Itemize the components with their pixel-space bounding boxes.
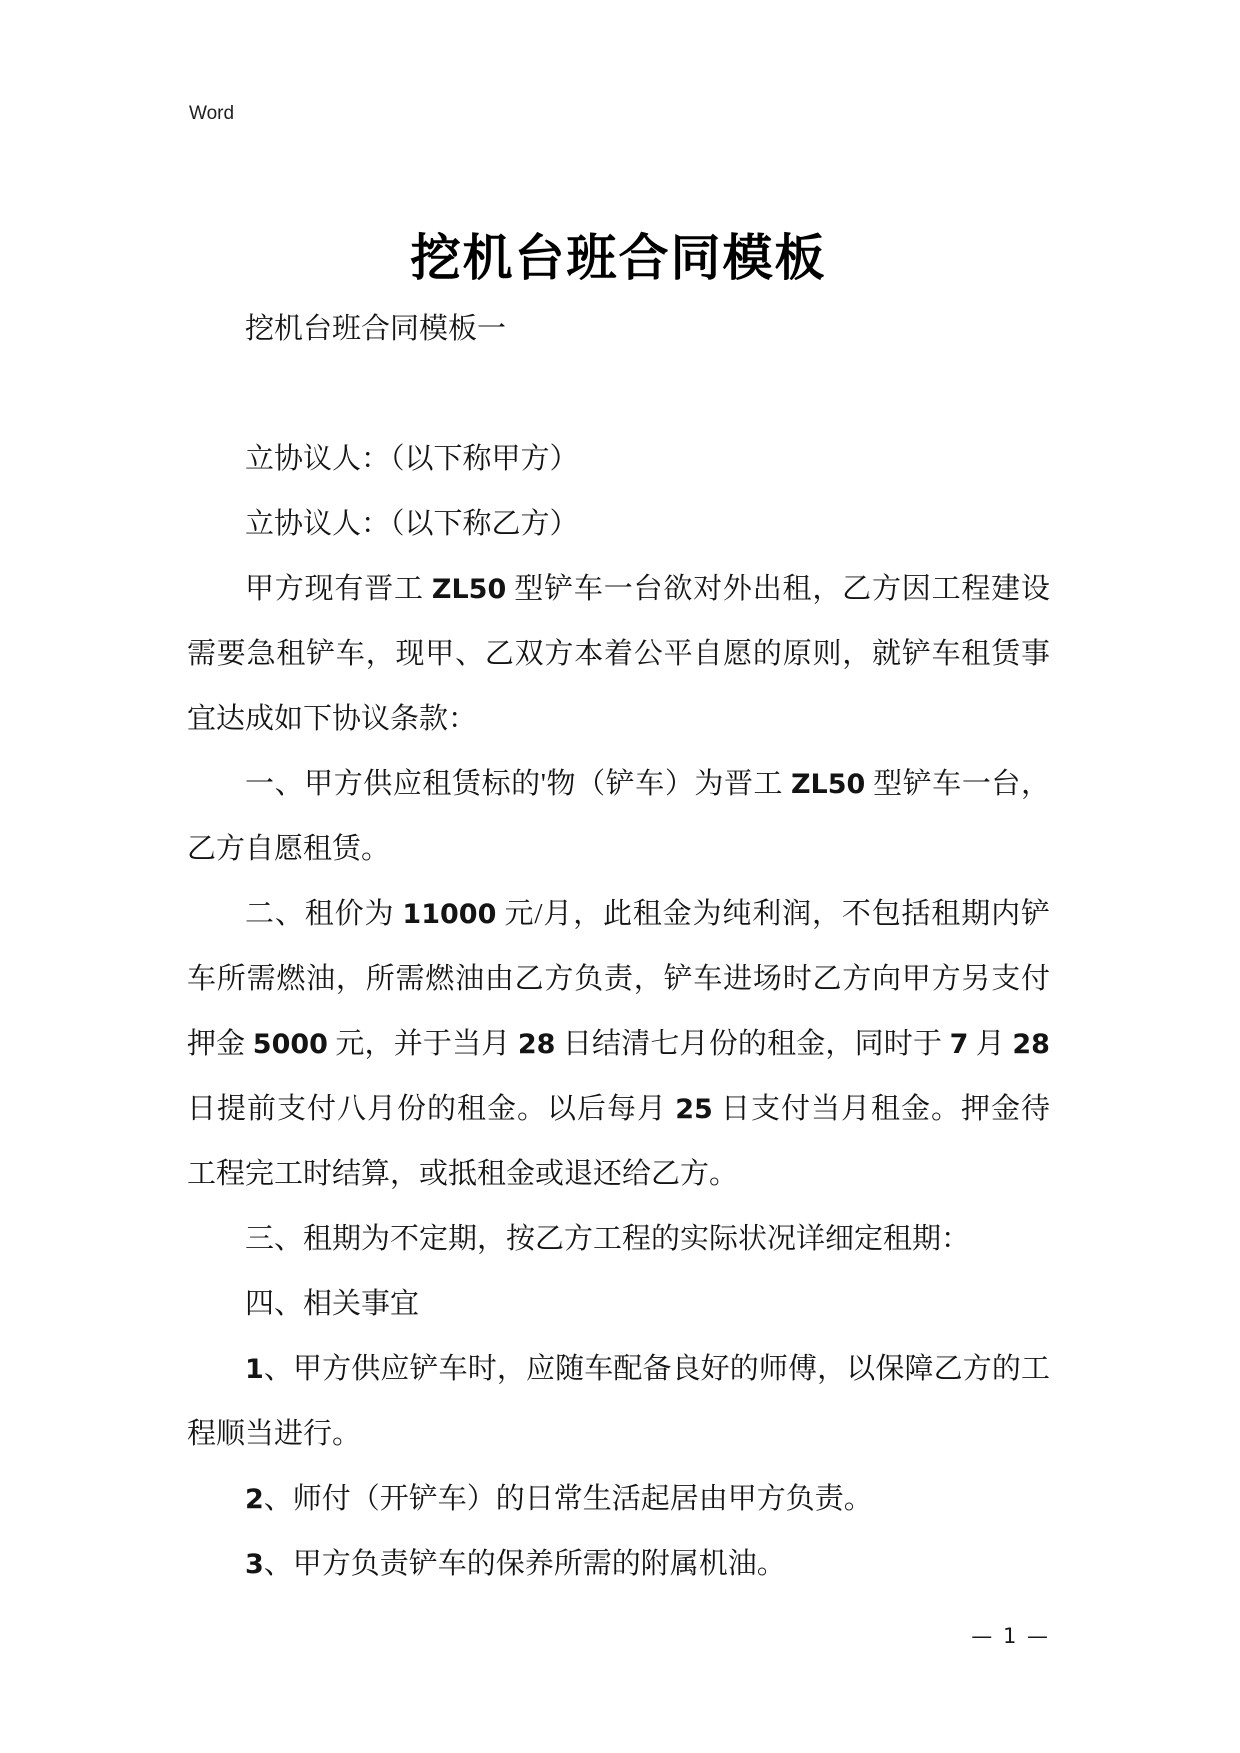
numeric-text-run: 5000 <box>252 1029 328 1060</box>
numeric-text-run: 1 <box>245 1354 264 1385</box>
text-run: 元，并于当月 <box>327 1028 518 1060</box>
word-app-label: Word <box>189 103 235 124</box>
numeric-text-run: 28 <box>1012 1029 1050 1060</box>
page-number: — 1 — <box>971 1624 1050 1648</box>
paragraph <box>187 557 1050 752</box>
numeric-text-run: ZL50 <box>431 574 507 605</box>
blank-line <box>187 362 1050 427</box>
text-run: 三、租期为不定期，按乙方工程的实际状况详细定租期： <box>245 1223 971 1255</box>
text-run: 立协议人：（以下称甲方） <box>245 443 579 475</box>
text-run: 型铲车一台欲对外出租，乙方因工程建设需要急租铲车，现甲、乙双方本着公平自愿的原则，就铲车租赁事宜达成如下协议条款： <box>187 573 1050 735</box>
text-run: 一、甲方供应租赁标的'物（铲车）为晋工 <box>245 768 791 800</box>
paragraph <box>187 492 1050 557</box>
paragraph <box>187 1467 1050 1532</box>
paragraph <box>187 1337 1050 1467</box>
text-run: 元/月，此租金为纯利润，不包括租期内铲车所需燃油，所需燃油由乙方负责，铲车进场时乙方向甲方另支付押金 <box>187 898 1050 1060</box>
numeric-text-run: 28 <box>517 1029 556 1060</box>
text-run: 立协议人：（以下称乙方） <box>245 508 579 540</box>
text-run: 、甲方负责铲车的保养所需的附属机油。 <box>263 1548 786 1580</box>
paragraph <box>187 427 1050 492</box>
text-run: 二、租价为 <box>245 898 403 930</box>
text-run: 四、相关事宜 <box>245 1288 420 1320</box>
paragraph <box>187 1272 1050 1337</box>
numeric-text-run: 11000 <box>402 899 497 930</box>
numeric-text-run: 2 <box>245 1484 264 1515</box>
numeric-text-run: 25 <box>675 1094 713 1125</box>
paragraph <box>187 1207 1050 1272</box>
text-run: 日提前支付八月份的租金。以后每月 <box>187 1093 676 1125</box>
numeric-text-run: 3 <box>245 1549 264 1580</box>
text-run: 挖机台班合同模板一 <box>245 313 507 345</box>
text-run: 日支付当月租金。押金待工程完工时结算，或抵租金或退还给乙方。 <box>187 1093 1050 1190</box>
paragraph <box>187 752 1050 882</box>
numeric-text-run: ZL50 <box>790 769 866 800</box>
text-run: 、甲方供应铲车时，应随车配备良好的师傅，以保障乙方的工程顺当进行。 <box>187 1353 1050 1450</box>
numeric-text-run: 7 <box>949 1029 969 1060</box>
paragraph <box>187 882 1050 1207</box>
paragraph <box>187 297 1050 362</box>
document-title: 挖机台班合同模板 <box>410 229 827 286</box>
paragraph <box>187 1532 1050 1597</box>
text-run: 、师付（开铲车）的日常生活起居由甲方负责。 <box>263 1483 873 1515</box>
text-run: 甲方现有晋工 <box>245 573 432 605</box>
document-body <box>187 297 1050 1597</box>
text-run: 日结清七月份的租金，同时于 <box>555 1028 950 1060</box>
text-run: 型铲车一台，乙方自愿租赁。 <box>187 768 1050 865</box>
text-run: 月 <box>968 1028 1013 1060</box>
